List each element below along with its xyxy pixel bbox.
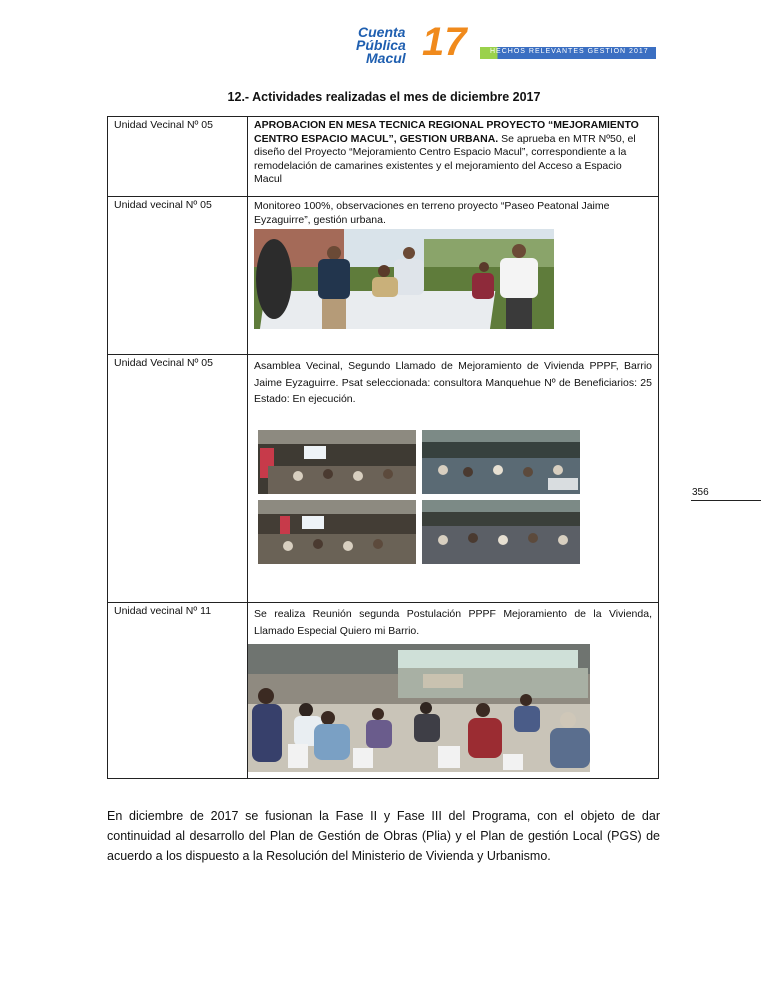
table-row bbox=[108, 355, 659, 603]
description-cell bbox=[248, 197, 659, 355]
closing-paragraph: En diciembre de 2017 se fusionan la Fase II y Fase III del Programa, con el objeto de dar continuidad al desarrollo del Plan de Gestión de Obras (Plia) y el Plan de gestión Local (PGS) de acuerdo a los dispuesto a la Resolución del Ministerio de Vivienda y Urbanismo. bbox=[107, 809, 660, 863]
table-row bbox=[108, 197, 659, 355]
assembly-photo-2 bbox=[422, 430, 580, 494]
description-text: Se realiza Reunión segunda Postulación PPPF Mejoramiento de la Vivienda, Llamado Especial Quiero mi Barrio. bbox=[254, 608, 652, 637]
description-bold: APROBACION EN MESA TECNICA REGIONAL PROYECTO “MEJORAMIENTO CENTRO ESPACIO MACUL”, GESTION URBANA. bbox=[254, 119, 639, 145]
assembly-photo-3 bbox=[258, 500, 416, 564]
unit-cell: Unidad Vecinal Nº 05 bbox=[108, 117, 248, 197]
description-text: Asamblea Vecinal, Segundo Llamado de Mejoramiento de Vivienda PPPF, Barrio Jaime Eyzaguirre. Psat seleccionada: consultora Manquehue Nº de Beneficiarios: 25 Estado: En ejecución. bbox=[254, 360, 652, 405]
logo-line1: Cuenta bbox=[358, 24, 406, 40]
activities-table bbox=[107, 116, 659, 779]
outdoor-meeting-photo bbox=[254, 229, 554, 329]
description-text: Monitoreo 100%, observaciones en terreno proyecto “Paseo Peatonal Jaime Eyzaguirre”, gestión urbana. bbox=[254, 200, 610, 226]
page-number: 356 bbox=[692, 487, 709, 498]
page-number-rule bbox=[691, 500, 761, 501]
description-text: Se aprueba en MTR Nº50, el diseño del Proyecto “Mejoramiento Centro Espacio Macul”, correspondiente a la remodelación de camarines existentes y el mejoramiento del Acceso a Espacio Macul bbox=[254, 132, 636, 185]
logo-band bbox=[480, 47, 656, 59]
description-cell bbox=[248, 355, 659, 603]
cuenta-publica-logo bbox=[356, 22, 656, 68]
description-cell bbox=[248, 117, 659, 197]
logo-band-text: HECHOS RELEVANTES GESTION 2017 bbox=[490, 48, 649, 55]
unit-cell: Unidad Vecinal Nº 05 bbox=[108, 355, 248, 603]
table-row bbox=[108, 603, 659, 779]
assembly-photo-4 bbox=[422, 500, 580, 564]
description-cell bbox=[248, 603, 659, 779]
logo-number: 17 bbox=[422, 20, 467, 64]
assembly-photo-grid bbox=[258, 430, 580, 564]
assembly-photo-1 bbox=[258, 430, 416, 494]
logo-line3: Macul bbox=[366, 50, 406, 66]
table-row bbox=[108, 117, 659, 197]
unit-cell: Unidad vecinal Nº 11 bbox=[108, 603, 248, 779]
logo-line2: Pública bbox=[356, 37, 406, 53]
meeting-hall-photo bbox=[248, 644, 590, 772]
section-heading: 12.- Actividades realizadas el mes de diciembre 2017 bbox=[227, 90, 541, 104]
unit-cell: Unidad vecinal Nº 05 bbox=[108, 197, 248, 355]
